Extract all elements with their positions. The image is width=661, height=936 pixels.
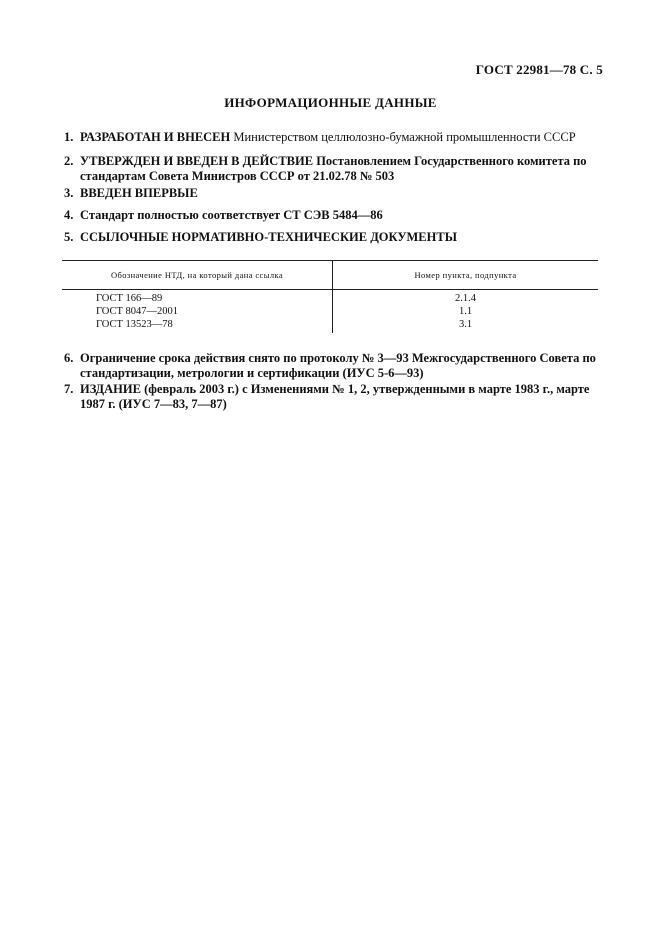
item-number: 6. — [64, 351, 74, 365]
table-row — [62, 305, 598, 318]
table-row — [62, 290, 598, 306]
item-number: 2. — [64, 154, 74, 168]
document-cell: ГОСТ 166—89 — [62, 290, 333, 306]
item-bold-text: ИЗДАНИЕ — [80, 382, 141, 396]
info-item-4 — [64, 208, 604, 223]
info-item-5 — [64, 230, 604, 245]
column-header-document: Обозначение НТД, на который дана ссылка — [62, 261, 333, 290]
item-text — [80, 351, 604, 381]
info-item-7 — [64, 382, 604, 412]
clause-cell: 3.1 — [458, 319, 473, 330]
item-rest-text: (февраль 2003 г.) с Изменениями № 1, 2, утвержденными в марте 1983 г., марте 1987 г. (ИУС 7—83, 7—87) — [80, 382, 590, 411]
column-header-clause: Номер пункта, подпункта — [333, 261, 599, 290]
item-number: 4. — [64, 208, 74, 222]
item-rest-text: Постановлением Государственного комитета по стандартам Совета Министров СССР от 21.02.78 № 503 — [80, 154, 587, 183]
item-rest-text: Министерством целлюлозно-бумажной промышленности СССР — [230, 130, 576, 144]
clause-cell: 1.1 — [458, 306, 473, 317]
item-text — [80, 230, 604, 245]
item-rest-text: Ограничение срока действия снято по протоколу № 3—93 Межгосударственного Совета по стандартизации, метрологии и сертификации (ИУС 5-6—93) — [80, 351, 596, 380]
document-reference: ГОСТ 22981—78 С. 5 — [475, 62, 603, 77]
table-header-row — [62, 261, 598, 290]
item-bold-text: РАЗРАБОТАН И ВНЕСЕН — [80, 130, 231, 144]
item-number: 5. — [64, 230, 74, 244]
item-text — [80, 186, 604, 201]
item-bold-text: ССЫЛОЧНЫЕ НОРМАТИВНО-ТЕХНИЧЕСКИЕ ДОКУМЕНТЫ — [80, 230, 457, 244]
item-number: 7. — [64, 382, 74, 396]
item-text — [80, 130, 604, 145]
table-row — [62, 318, 598, 333]
item-text — [80, 382, 604, 412]
item-number: 1. — [64, 130, 74, 144]
reference-documents-table — [62, 260, 598, 333]
item-rest-text: Стандарт полностью соответствует СТ СЭВ 5484—86 — [80, 208, 383, 222]
item-text — [80, 208, 604, 223]
clause-cell: 2.1.4 — [455, 293, 476, 304]
section-title: ИНФОРМАЦИОННЫЕ ДАННЫЕ — [224, 95, 437, 110]
item-number: 3. — [64, 186, 74, 200]
document-cell: ГОСТ 8047—2001 — [62, 305, 333, 318]
info-item-6 — [64, 351, 604, 381]
document-cell: ГОСТ 13523—78 — [62, 318, 333, 333]
item-text — [80, 154, 604, 184]
item-bold-text: ВВЕДЕН ВПЕРВЫЕ — [80, 186, 198, 200]
item-bold-text: УТВЕРЖДЕН И ВВЕДЕН В ДЕЙСТВИЕ — [80, 154, 314, 168]
info-item-3 — [64, 186, 604, 201]
info-item-2 — [64, 154, 604, 184]
info-item-1 — [64, 130, 604, 145]
